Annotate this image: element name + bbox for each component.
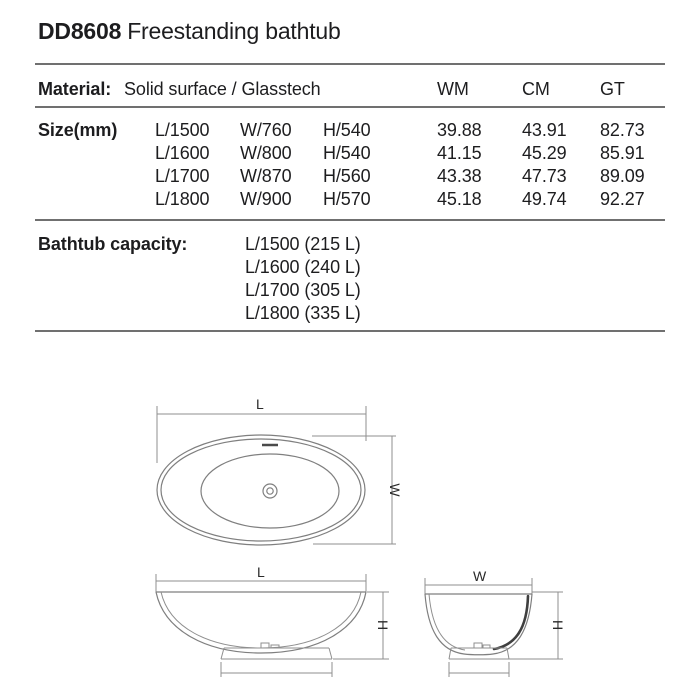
capacity-item: L/1600 (240 L) xyxy=(245,257,361,277)
divider xyxy=(35,63,665,65)
model-number: DD8608 xyxy=(38,18,122,44)
material-value: Solid surface / Glasstech xyxy=(124,79,321,99)
size-h: H/570 xyxy=(323,189,371,209)
size-cm: 45.29 xyxy=(522,143,567,163)
capacity-label: Bathtub capacity: xyxy=(38,234,188,254)
technical-drawings xyxy=(0,380,700,700)
page-title xyxy=(38,18,341,45)
size-wm: 43.38 xyxy=(437,166,482,186)
size-l: L/1800 xyxy=(155,189,210,209)
top-view-length-label: L xyxy=(256,396,264,412)
front-view-length-label: L xyxy=(257,564,265,580)
size-gt: 85.91 xyxy=(600,143,645,163)
top-view-drawing xyxy=(157,396,403,545)
drain-icon xyxy=(263,484,277,498)
column-header-wm: WM xyxy=(437,79,469,99)
product-name: Freestanding bathtub xyxy=(127,18,341,44)
size-gt: 82.73 xyxy=(600,120,645,140)
size-l: L/1700 xyxy=(155,166,210,186)
size-h: H/560 xyxy=(323,166,371,186)
side-view-height-label: H xyxy=(550,619,566,631)
front-view-height-label: H xyxy=(375,619,391,631)
size-gt: 89.09 xyxy=(600,166,645,186)
side-view-width-label: W xyxy=(473,568,487,584)
size-wm: 45.18 xyxy=(437,189,482,209)
size-w: W/800 xyxy=(240,143,292,163)
divider xyxy=(35,330,665,332)
size-l: L/1600 xyxy=(155,143,210,163)
wall-shading xyxy=(494,596,528,649)
size-gt: 92.27 xyxy=(600,189,645,209)
divider xyxy=(35,106,665,108)
capacity-item: L/1500 (215 L) xyxy=(245,234,361,254)
front-view-drawing xyxy=(156,564,391,677)
size-l: L/1500 xyxy=(155,120,210,140)
capacity-item: L/1800 (335 L) xyxy=(245,303,361,323)
top-view-width-label: W xyxy=(387,483,403,497)
size-h: H/540 xyxy=(323,143,371,163)
size-h: H/540 xyxy=(323,120,371,140)
size-w: W/870 xyxy=(240,166,292,186)
material-label: Material: xyxy=(38,79,112,99)
size-cm: 49.74 xyxy=(522,189,567,209)
capacity-item: L/1700 (305 L) xyxy=(245,280,361,300)
size-wm: 41.15 xyxy=(437,143,482,163)
size-wm: 39.88 xyxy=(437,120,482,140)
size-cm: 47.73 xyxy=(522,166,567,186)
column-header-cm: CM xyxy=(522,79,550,99)
size-w: W/900 xyxy=(240,189,292,209)
column-header-gt: GT xyxy=(600,79,625,99)
divider xyxy=(35,219,665,221)
side-view-drawing xyxy=(425,568,566,677)
size-w: W/760 xyxy=(240,120,292,140)
size-cm: 43.91 xyxy=(522,120,567,140)
size-label: Size(mm) xyxy=(38,120,118,140)
